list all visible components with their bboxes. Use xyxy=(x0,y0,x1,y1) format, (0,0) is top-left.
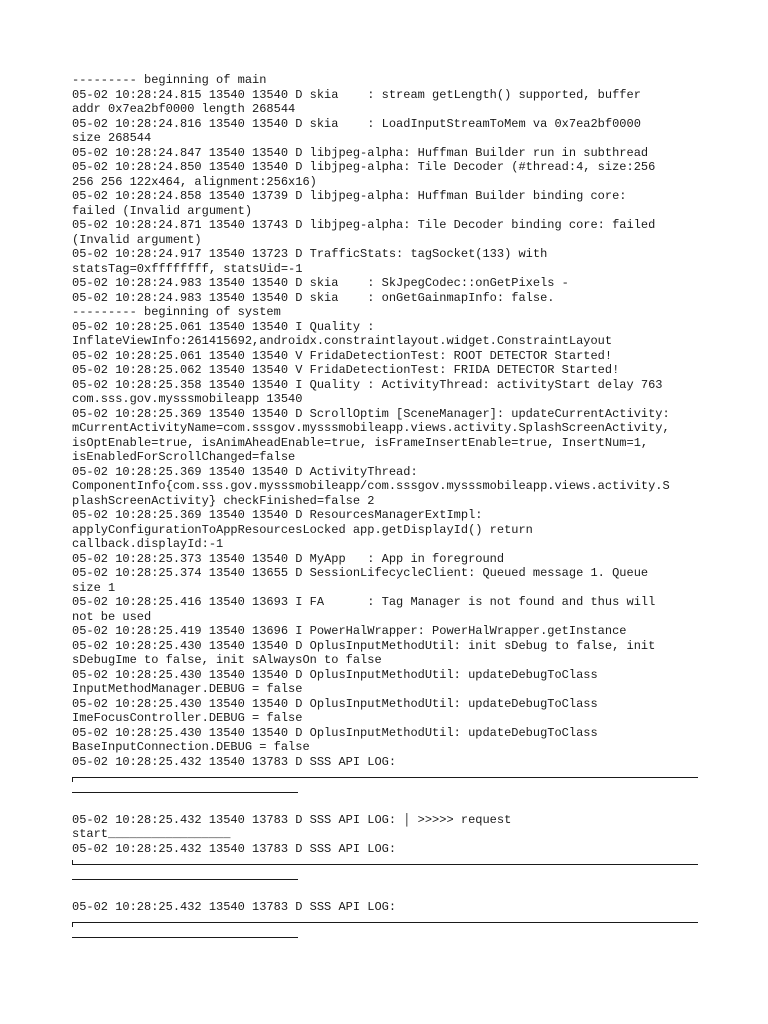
log-line: (Invalid argument) xyxy=(72,232,202,247)
log-line: 05-02 10:28:25.061 13540 13540 V FridaDetectionTest: ROOT DETECTOR Started! xyxy=(72,348,613,363)
log-line: isEnabledForScrollChanged=false xyxy=(72,450,296,464)
spacer xyxy=(72,798,698,813)
log-line-request-start: start_________________ xyxy=(72,827,231,841)
log-line: 256 256 122x464, alignment:256x16) xyxy=(72,174,317,189)
log-line: isOptEnable=true, isAnimAheadEnable=true, isFrameInsertEnable=true, InsertNum=1, xyxy=(72,435,649,450)
log-line: statsTag=0xffffffff, statsUid=-1 xyxy=(72,261,303,276)
log-document xyxy=(72,73,698,943)
log-line: 05-02 10:28:24.850 13540 13540 D libjpeg-alpha: Tile Decoder (#thread:4, size:256 xyxy=(72,160,656,174)
log-line: 05-02 10:28:25.374 13540 13655 D SessionLifecycleClient: Queued message 1. Queue xyxy=(72,566,649,580)
log-line: 05-02 10:28:25.430 13540 13540 D OplusInputMethodUtil: updateDebugToClass xyxy=(72,725,598,740)
log-line: --------- beginning of main xyxy=(72,73,267,87)
log-line: 05-02 10:28:25.373 13540 13540 D MyApp : App in foreground xyxy=(72,551,505,566)
log-line: 05-02 10:28:25.369 13540 13540 D ActivityThread: xyxy=(72,464,418,479)
log-line: 05-02 10:28:24.983 13540 13540 D skia : SkJpegCodec::onGetPixels - xyxy=(72,276,569,290)
log-line: failed (Invalid argument) xyxy=(72,203,253,218)
log-line: not be used xyxy=(72,609,152,624)
log-line-last: 05-02 10:28:25.432 13540 13783 D SSS API LOG: xyxy=(72,899,397,914)
log-line: 05-02 10:28:25.369 13540 13540 D ScrollOptim [SceneManager]: updateCurrentActivity: xyxy=(72,406,670,421)
log-line: InputMethodManager.DEBUG = false xyxy=(72,682,303,696)
log-line: InflateViewInfo:261415692,androidx.constraintlayout.widget.ConstraintLayout xyxy=(72,334,613,348)
log-line: 05-02 10:28:25.062 13540 13540 V FridaDetectionTest: FRIDA DETECTOR Started! xyxy=(72,363,620,377)
log-line: addr 0x7ea2bf0000 length 268544 xyxy=(72,102,296,116)
log-line: 05-02 10:28:24.815 13540 13540 D skia : stream getLength() supported, buffer xyxy=(72,87,641,102)
log-line: ImeFocusController.DEBUG = false xyxy=(72,711,303,725)
log-line: 05-02 10:28:24.917 13540 13723 D TrafficStats: tagSocket(133) with xyxy=(72,247,548,261)
log-line: 05-02 10:28:25.432 13540 13783 D SSS API LOG: xyxy=(72,841,397,856)
log-line: 05-02 10:28:25.430 13540 13540 D OplusInputMethodUtil: updateDebugToClass xyxy=(72,667,598,682)
log-line: 05-02 10:28:25.416 13540 13693 I FA : Tag Manager is not found and thus will xyxy=(72,595,656,609)
log-line: --------- beginning of system xyxy=(72,305,281,319)
box-top-border-continued xyxy=(72,784,698,799)
log-line: applyConfigurationToAppResourcesLocked app.getDisplayId() return xyxy=(72,522,533,537)
log-line: size 268544 xyxy=(72,131,152,145)
spacer xyxy=(72,885,698,900)
log-line: callback.displayId:-1 xyxy=(72,537,224,551)
log-line: 05-02 10:28:25.061 13540 13540 I Quality : xyxy=(72,319,375,334)
log-line: 05-02 10:28:24.871 13540 13743 D libjpeg-alpha: Tile Decoder binding core: failed xyxy=(72,218,656,232)
log-line: plashScreenActivity} checkFinished=false 2 xyxy=(72,493,375,508)
box-top-border-continued xyxy=(72,929,698,944)
log-line: 05-02 10:28:25.432 13540 13783 D SSS API LOG: xyxy=(72,754,397,769)
log-line: 05-02 10:28:25.430 13540 13540 D OplusInputMethodUtil: init sDebug to false, init xyxy=(72,638,656,653)
box-top-border xyxy=(72,769,698,784)
log-line: 05-02 10:28:24.983 13540 13540 D skia : onGetGainmapInfo: false. xyxy=(72,290,555,305)
box-bottom-border-continued xyxy=(72,871,698,886)
log-line: 05-02 10:28:25.430 13540 13540 D OplusInputMethodUtil: updateDebugToClass xyxy=(72,696,598,711)
box-top-border xyxy=(72,914,698,929)
log-line: com.sss.gov.mysssmobileapp 13540 xyxy=(72,392,303,406)
log-line: 05-02 10:28:24.847 13540 13540 D libjpeg-alpha: Huffman Builder run in subthread xyxy=(72,145,649,160)
log-line: size 1 xyxy=(72,580,116,595)
log-line: 05-02 10:28:24.816 13540 13540 D skia : LoadInputStreamToMem va 0x7ea2bf0000 xyxy=(72,116,641,131)
box-bottom-border xyxy=(72,856,698,871)
log-line: 05-02 10:28:25.369 13540 13540 D ResourcesManagerExtImpl: xyxy=(72,508,483,522)
log-line: 05-02 10:28:25.419 13540 13696 I PowerHalWrapper: PowerHalWrapper.getInstance xyxy=(72,624,627,638)
log-line: ComponentInfo{com.sss.gov.mysssmobileapp/com.sssgov.mysssmobileapp.views.activity.S xyxy=(72,479,670,493)
log-line: 05-02 10:28:24.858 13540 13739 D libjpeg-alpha: Huffman Builder binding core: xyxy=(72,189,627,203)
log-line: 05-02 10:28:25.358 13540 13540 I Quality : ActivityThread: activityStart delay 763 xyxy=(72,377,663,392)
log-line: sDebugIme to false, init sAlwaysOn to false xyxy=(72,653,382,667)
log-lines xyxy=(72,73,698,769)
log-line: BaseInputConnection.DEBUG = false xyxy=(72,740,310,754)
log-line-request: 05-02 10:28:25.432 13540 13783 D SSS API LOG: │ >>>>> request xyxy=(72,812,512,827)
log-line: mCurrentActivityName=com.sssgov.mysssmobileapp.views.activity.SplashScreenActivity, xyxy=(72,421,670,435)
